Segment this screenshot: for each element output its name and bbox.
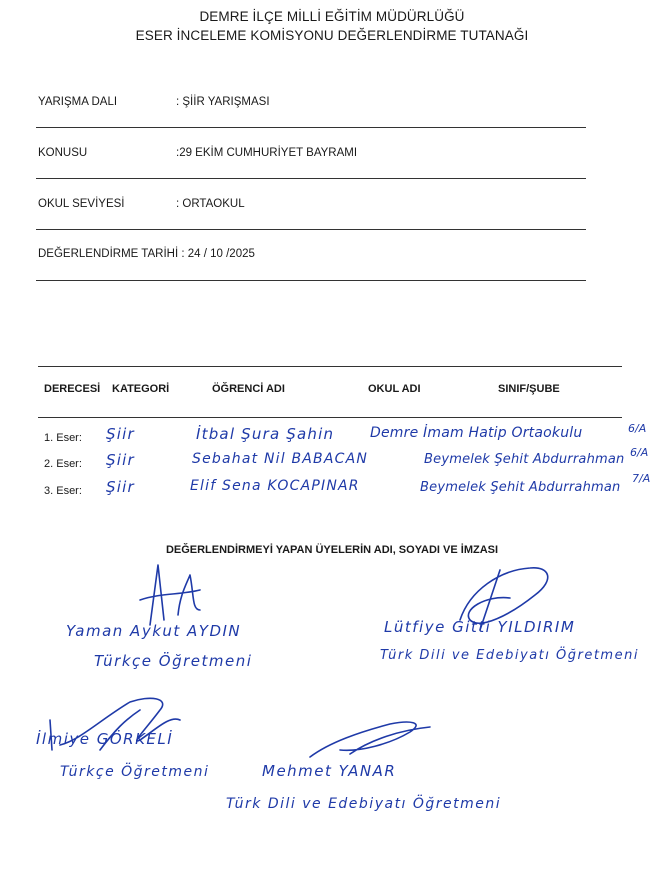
topic-label: KONUSU	[38, 147, 88, 159]
col-header-category: KATEGORİ	[112, 383, 170, 395]
row-class: 7/A	[632, 472, 651, 485]
divider	[36, 178, 586, 179]
row-class: 6/A	[630, 446, 649, 459]
signer-name: Lütfiye Gitti YILDIRIM	[384, 618, 576, 636]
signer-name: Yaman Aykut AYDIN	[66, 622, 242, 640]
col-header-student: ÖĞRENCİ ADI	[212, 383, 285, 395]
table-header-rule	[38, 417, 622, 418]
school-level-label: OKUL SEVİYESİ	[38, 198, 125, 210]
row-category: Şiir	[106, 478, 135, 496]
row-category: Şiir	[106, 425, 135, 443]
signer-name: İlmiye GÖRKELİ	[36, 730, 174, 748]
signer-name: Mehmet YANAR	[262, 762, 397, 780]
divider	[36, 127, 586, 128]
competition-branch-value: : ŞİİR YARIŞMASI	[176, 96, 270, 108]
signature-mark	[40, 690, 200, 760]
row-student: Sebahat Nil BABACAN	[192, 451, 369, 467]
document-subtitle: ESER İNCELEME KOMİSYONU DEĞERLENDİRME TUTANAĞI	[135, 28, 529, 43]
row-student: Elif Sena KOCAPINAR	[190, 478, 360, 494]
signer-role: Türkçe Öğretmeni	[60, 764, 210, 780]
col-header-school: OKUL ADI	[368, 383, 421, 395]
row-class: 6/A	[628, 422, 647, 435]
col-header-rank: DERECESİ	[44, 383, 101, 395]
row-student: İtbal Şura Şahin	[196, 425, 335, 443]
table-top-rule	[38, 366, 622, 367]
row-rank: 3. Eser:	[44, 485, 82, 497]
signatures-title: DEĞERLENDİRMEYİ YAPAN ÜYELERİN ADI, SOYADI VE İMZASI	[165, 544, 499, 556]
col-header-class: SINIF/ŞUBE	[498, 383, 560, 395]
divider	[36, 229, 586, 230]
row-school: Demre İmam Hatip Ortaokulu	[370, 425, 583, 441]
evaluation-date: DEĞERLENDİRME TARİHİ : 24 / 10 /2025	[38, 248, 255, 260]
signer-role: Türkçe Öğretmeni	[94, 652, 253, 670]
divider	[36, 280, 586, 281]
document-title: DEMRE İLÇE MİLLİ EĞİTİM MÜDÜRLÜĞÜ	[199, 9, 465, 24]
row-school: Beymelek Şehit Abdurrahman	[424, 452, 625, 467]
row-rank: 1. Eser:	[44, 432, 82, 444]
row-rank: 2. Eser:	[44, 458, 82, 470]
signer-role: Türk Dili ve Edebiyatı Öğretmeni	[226, 796, 502, 812]
competition-branch-label: YARIŞMA DALI	[38, 96, 118, 108]
topic-value: :29 EKİM CUMHURİYET BAYRAMI	[176, 147, 358, 159]
row-category: Şiir	[106, 451, 135, 469]
row-school: Beymelek Şehit Abdurrahman	[420, 480, 621, 495]
school-level-value: : ORTAOKUL	[176, 198, 245, 210]
signer-role: Türk Dili ve Edebiyatı Öğretmeni	[380, 648, 639, 663]
